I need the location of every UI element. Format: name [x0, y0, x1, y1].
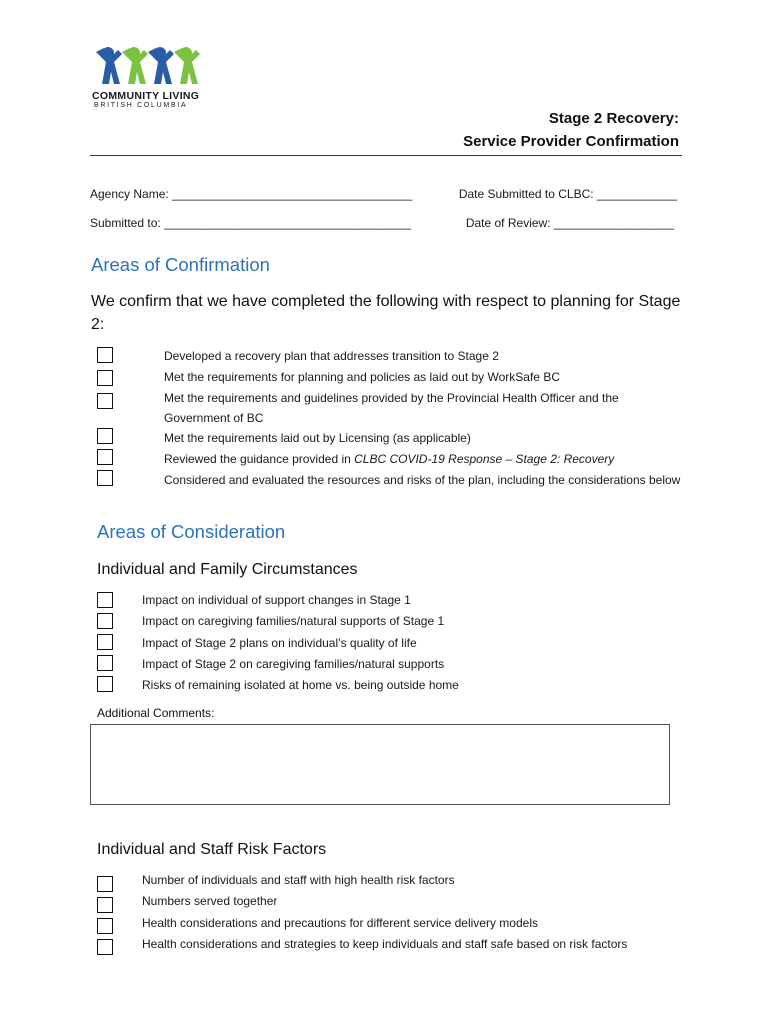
confirm-item-1: Developed a recovery plan that addresses transition to Stage 2: [164, 349, 499, 363]
agency-name-field[interactable]: Agency Name: ____________________________________: [90, 187, 413, 201]
date-submitted-field[interactable]: Date Submitted to CLBC: ____________: [458, 187, 677, 201]
checkbox-family-2[interactable]: [97, 613, 113, 629]
family-item-1: Impact on individual of support changes in Stage 1: [142, 593, 411, 607]
date-of-review-field[interactable]: Date of Review: __________________: [465, 216, 674, 230]
staff-item-2: Numbers served together: [142, 894, 278, 908]
confirm-item-3-cont: Government of BC: [164, 411, 264, 425]
logo-text-line2: BRITISH COLUMBIA: [94, 102, 188, 109]
confirm-item-6: Considered and evaluated the resources and risks of the plan, including the considerations below: [164, 473, 681, 487]
confirm-item-3: Met the requirements and guidelines provided by the Provincial Health Officer and the: [164, 391, 619, 405]
submitted-to-field[interactable]: Submitted to: _____________________________________: [90, 216, 411, 230]
title-line2: Service Provider Confirmation: [463, 133, 679, 150]
additional-comments-textarea[interactable]: [90, 724, 670, 805]
staff-item-1: Number of individuals and staff with high health risk factors: [142, 873, 455, 887]
checkbox-family-5[interactable]: [97, 676, 113, 692]
checkbox-confirm-1[interactable]: [97, 347, 113, 363]
confirm-item-4: Met the requirements laid out by Licensing (as applicable): [164, 431, 471, 445]
staff-risk-heading: Individual and Staff Risk Factors: [97, 841, 327, 858]
title-line1: Stage 2 Recovery:: [548, 110, 679, 127]
people-figures-icon: [92, 44, 204, 90]
checkbox-confirm-4[interactable]: [97, 428, 113, 444]
family-item-4: Impact of Stage 2 on caregiving families/natural supports: [142, 657, 445, 671]
consideration-heading: Areas of Consideration: [97, 521, 286, 542]
checkbox-staff-3[interactable]: [97, 918, 113, 934]
logo-text-line1: COMMUNITY LIVING: [92, 90, 200, 102]
checkbox-confirm-2[interactable]: [97, 370, 113, 386]
family-item-2: Impact on caregiving families/natural supports of Stage 1: [142, 614, 445, 628]
confirm-item-5: [164, 449, 614, 470]
family-item-5: Risks of remaining isolated at home vs. being outside home: [142, 678, 459, 692]
family-circumstances-heading: Individual and Family Circumstances: [97, 561, 358, 578]
checkbox-family-3[interactable]: [97, 634, 113, 650]
checkbox-family-4[interactable]: [97, 655, 113, 671]
confirm-item-2: Met the requirements for planning and policies as laid out by WorkSafe BC: [164, 370, 560, 384]
confirmation-intro: We confirm that we have completed the following with respect to planning for Stage 2:: [91, 293, 681, 333]
family-item-3: Impact of Stage 2 plans on individual’s quality of life: [142, 636, 417, 650]
checkbox-confirm-5[interactable]: [97, 449, 113, 465]
checkbox-staff-1[interactable]: [97, 876, 113, 892]
staff-item-3: Health considerations and precautions for different service delivery models: [142, 916, 538, 930]
confirmation-heading: Areas of Confirmation: [91, 254, 270, 275]
staff-item-4: Health considerations and strategies to keep individuals and staff safe based on risk factors: [142, 937, 628, 951]
title-divider: [90, 155, 682, 156]
checkbox-confirm-3[interactable]: [97, 393, 113, 409]
checkbox-confirm-6[interactable]: [97, 470, 113, 486]
confirm-item-5-doc-title: CLBC COVID-19 Response – Stage 2: Recovery: [354, 452, 615, 466]
confirm-item-5-text: Reviewed the guidance provided in: [164, 452, 355, 466]
checkbox-staff-4[interactable]: [97, 939, 113, 955]
checkbox-staff-2[interactable]: [97, 897, 113, 913]
checkbox-family-1[interactable]: [97, 592, 113, 608]
additional-comments-label: Additional Comments:: [97, 706, 215, 720]
